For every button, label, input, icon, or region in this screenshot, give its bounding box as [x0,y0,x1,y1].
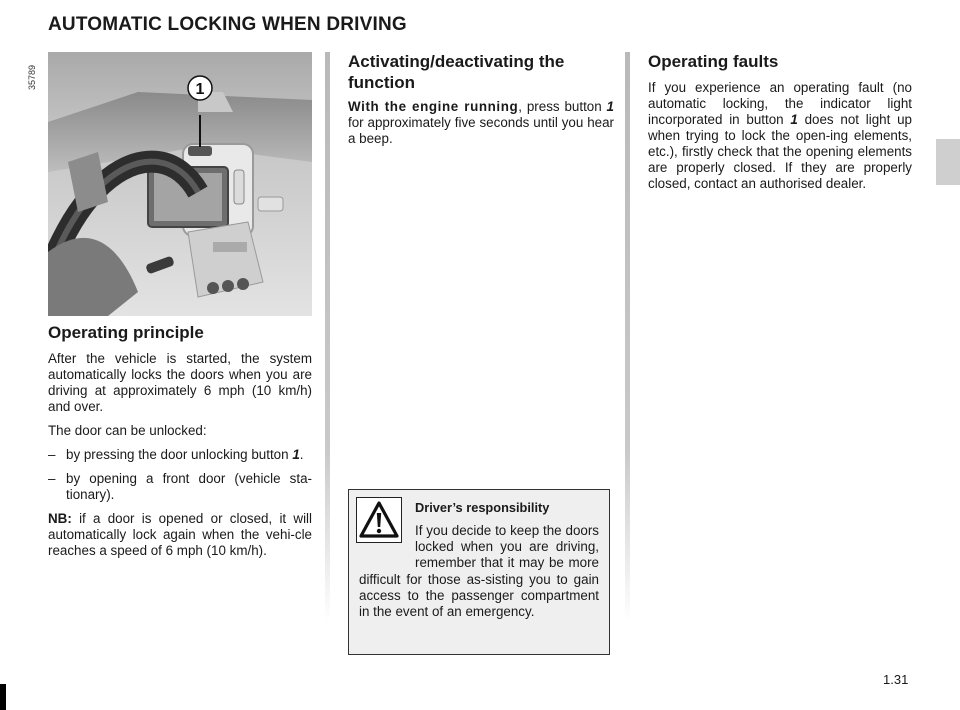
activating-text: With the engine running, press button 1 for approximately five seconds until you hear a beep. [348,99,614,146]
operating-principle-section [48,322,312,567]
operating-principle-heading: Operating principle [48,323,204,342]
operating-faults-heading: Operating faults [648,52,779,71]
operating-faults-text: If you experience an operating fault (no automatic locking, the indicator light incorporated in button 1 does not light up when trying to lock the open-ing elements, etc.), firstly check that the opening elements are properly closed. If they are properly closed, contact an authorised dealer. [648,80,912,191]
callout-label: 1 [195,81,205,98]
activating-section [348,51,614,155]
warning-title: Driver’s responsibility [415,500,550,515]
operating-faults-section [648,51,912,200]
list-item: – by opening a front door (vehicle sta-tionary). [48,471,312,502]
corner-crop-mark [0,684,6,710]
unlock-intro: The door can be unlocked: [48,423,207,438]
figure-reference-code: 35789 [27,64,37,90]
activating-heading: Activating/deactivating the function [348,52,565,92]
warning-text: If you decide to keep the doors locked when you are driving, remember that it may be more difficult for those as-sisting you to gain access to the passenger compartment in the event of an emergency. [359,523,599,620]
callout-marker [188,76,212,100]
section-tab [936,139,960,185]
list-item: – by pressing the door unlocking button 1. [48,447,304,462]
page-title: AUTOMATIC LOCKING WHEN DRIVING [48,14,407,35]
nb-note: NB: if a door is opened or closed, it will automatically lock again when the vehi-cle reaches a speed of 6 mph (10 km/h). [48,511,312,558]
dashboard-photo [48,52,312,316]
column-divider [325,52,330,622]
operating-principle-intro: After the vehicle is started, the system automatically locks the doors when you are driving at approximately 6 mph (10 km/h) and over. [48,351,312,414]
drivers-responsibility-box [348,489,610,655]
column-divider [625,52,630,622]
page-number: 1.31 [883,672,909,687]
